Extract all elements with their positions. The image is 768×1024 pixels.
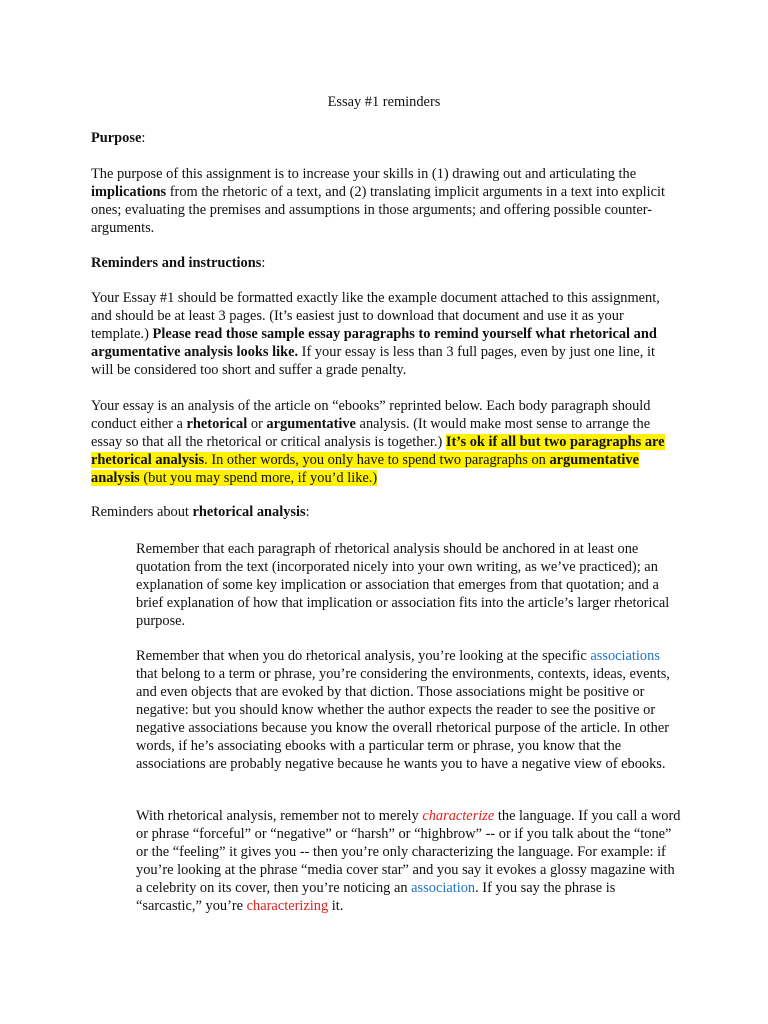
reminders-heading bbox=[91, 254, 679, 272]
purpose-heading bbox=[91, 129, 679, 147]
rhetorical-heading-colon: : bbox=[305, 504, 310, 520]
highlight-bold-1: It’s ok if all but two paragraphs are rhetorical analysis bbox=[91, 434, 665, 468]
rhetorical-paragraph-2 bbox=[136, 647, 681, 773]
rhetorical-p2-text-1: Remember that when you do rhetorical analysis, you’re looking at the specific bbox=[136, 648, 591, 664]
rhetorical-p3-text-4: it. bbox=[328, 898, 344, 914]
purpose-heading-colon: : bbox=[141, 130, 146, 146]
purpose-heading-label: Purpose bbox=[91, 130, 142, 146]
rhetorical-heading-pre: Reminders about bbox=[91, 504, 193, 520]
purpose-text-1: The purpose of this assignment is to increase your skills in (1) drawing out and articulating the bbox=[91, 166, 637, 182]
reminders-p1-text-1: Your Essay #1 should be formatted exactly like the example document attached to this assignment, and should be at least 3 pages. (It’s easiest just to download that document and use it as your template.) bbox=[91, 290, 660, 342]
rhetorical-p3-text-3: . If you say the phrase is “sarcastic,” you’re bbox=[136, 880, 616, 914]
reminders-p2-text-2: or bbox=[247, 416, 267, 432]
purpose-bold-implications: implications bbox=[91, 184, 167, 200]
rhetorical-paragraph-1: Remember that each paragraph of rhetorical analysis should be anchored in at least one quotation from the text (incorporated nicely into your own writing, as we’ve practiced); an explanation of some key implication or association that emerges from that quotation; and a brief explanation of how that implication or association fits into the article’s larger rhetorical purpose. bbox=[136, 541, 670, 629]
rhetorical-p3-text-2: the language. If you call a word or phrase “forceful” or “negative” or “harsh” or “highbrow” -- or if you talk about the “tone” or the “feeling” it gives you -- then you’re only characterizing the language. For example: if you’re looking at the phrase “media cover star” and you say it evokes a glossy magazine with a celebrity on its cover, then you’re noticing an bbox=[136, 808, 681, 896]
document-title: Essay #1 reminders bbox=[327, 94, 441, 110]
reminders-heading-label: Reminders and instructions bbox=[91, 255, 262, 271]
reminders-paragraph-2 bbox=[91, 397, 679, 487]
reminders-heading-colon: : bbox=[261, 255, 266, 271]
reminders-p2-text-1: Your essay is an analysis of the article on “ebooks” reprinted below. Each body paragraph should conduct either a bbox=[91, 398, 651, 432]
association-term: association bbox=[411, 880, 476, 896]
reminders-p1-bold: Please read those sample essay paragraphs to remind yourself what rhetorical and argumentative analysis looks like. bbox=[91, 326, 657, 360]
characterizing-term: characterizing bbox=[246, 898, 329, 914]
associations-term: associations bbox=[590, 648, 660, 664]
purpose-text-2: from the rhetoric of a text, and (2) translating implicit arguments in a text into explicit ones; evaluating the premises and assumptions in those arguments; and offering possible counter-arguments. bbox=[91, 184, 666, 236]
reminders-paragraph-1 bbox=[91, 289, 679, 379]
rhetorical-heading-bold: rhetorical analysis bbox=[192, 504, 306, 520]
reminders-p2-bold-rhetorical: rhetorical bbox=[186, 416, 248, 432]
reminders-p2-text-3: analysis. (It would make most sense to arrange the essay so that all the rhetorical or critical analysis is together.) bbox=[91, 416, 651, 450]
purpose-paragraph bbox=[91, 165, 679, 237]
highlight-bold-2: argumentative analysis bbox=[91, 452, 639, 486]
highlight-text-2: (but you may spend more, if you’d like.) bbox=[139, 470, 378, 486]
highlight-text-1: . In other words, you only have to spend two paragraphs on bbox=[204, 452, 550, 468]
rhetorical-p2-text-2: that belong to a term or phrase, you’re considering the environments, contexts, ideas, events, and even objects that are evoked by that diction. Those associations might be positive or negative: but you should know whether the author expects the reader to see the positive or negative associations because you know the overall rhetorical purpose of the article. In other words, if he’s associating ebooks with a particular term or phrase, you know that the associations are probably negative because he wants you to have a negative view of ebooks. bbox=[136, 666, 670, 772]
reminders-p1-text-2: If your essay is less than 3 full pages, even by just one line, it will be considered too short and suffer a grade penalty. bbox=[91, 344, 655, 378]
rhetorical-heading bbox=[91, 503, 679, 521]
rhetorical-p3-text-1: With rhetorical analysis, remember not to merely bbox=[136, 808, 423, 824]
rhetorical-paragraph-3 bbox=[136, 807, 681, 915]
characterize-term: characterize bbox=[422, 808, 495, 824]
reminders-p2-bold-argumentative: argumentative bbox=[266, 416, 356, 432]
